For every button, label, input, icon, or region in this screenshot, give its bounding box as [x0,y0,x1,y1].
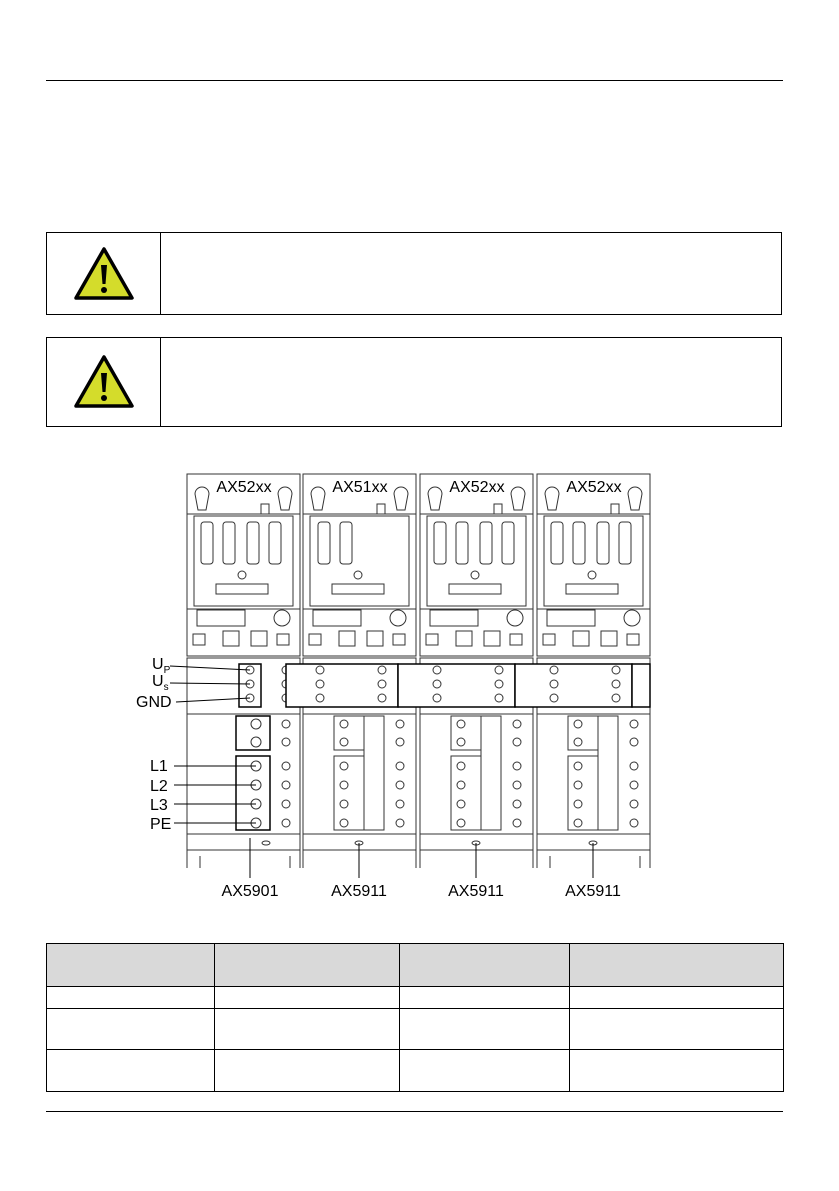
warning-box [46,337,782,427]
l1-label: L1 [150,758,168,775]
warning-text [161,233,781,314]
table-cell [215,987,400,1009]
warning-triangle-icon [73,246,135,302]
module-label-1: AX52xx [216,479,272,496]
l2-label: L2 [150,778,168,795]
table-cell [215,1009,400,1050]
spec-table [46,943,784,1092]
warning-icon-cell [47,233,161,314]
module-label-2: AX51xx [332,479,388,496]
table-cell [47,987,215,1009]
servo-drive-figure [130,458,690,908]
header-rule [46,80,783,81]
module-1 [187,474,300,868]
table-row [47,1009,784,1050]
warning-icon-cell [47,338,161,426]
warning-box [46,232,782,315]
module-2 [286,474,416,868]
table-cell [47,1050,215,1092]
table-row [47,987,784,1009]
terminal-label-4: AX5911 [565,883,621,900]
table-cell [570,1050,784,1092]
us-label-main: U [152,673,164,690]
table-header-cell [215,944,400,987]
us-label [152,673,169,693]
up-label-sub: P [163,665,171,676]
table-header-cell [47,944,215,987]
table-cell [400,1009,570,1050]
up-label-main: U [152,656,164,673]
table-header-cell [400,944,570,987]
table-header-cell [570,944,784,987]
terminal-label-3: AX5911 [448,883,504,900]
table-cell [570,1009,784,1050]
pe-label: PE [150,816,172,833]
module-4 [515,474,650,868]
warning-text [161,338,781,426]
module-3 [398,474,533,868]
us-label-sub: s [163,682,169,693]
terminal-label-1: AX5901 [221,883,279,900]
warning-triangle-icon [73,354,135,410]
module-label-4: AX52xx [566,479,622,496]
l3-label: L3 [150,797,168,814]
table-cell [47,1009,215,1050]
table-cell [400,1050,570,1092]
table-cell [215,1050,400,1092]
module-label-3: AX52xx [449,479,505,496]
table-cell [570,987,784,1009]
footer-rule [46,1111,783,1112]
table-header-row [47,944,784,987]
terminal-label-2: AX5911 [331,883,387,900]
module-arrangement-drawing [130,458,690,908]
table-cell [400,987,570,1009]
gnd-label: GND [136,694,172,711]
table-row [47,1050,784,1092]
